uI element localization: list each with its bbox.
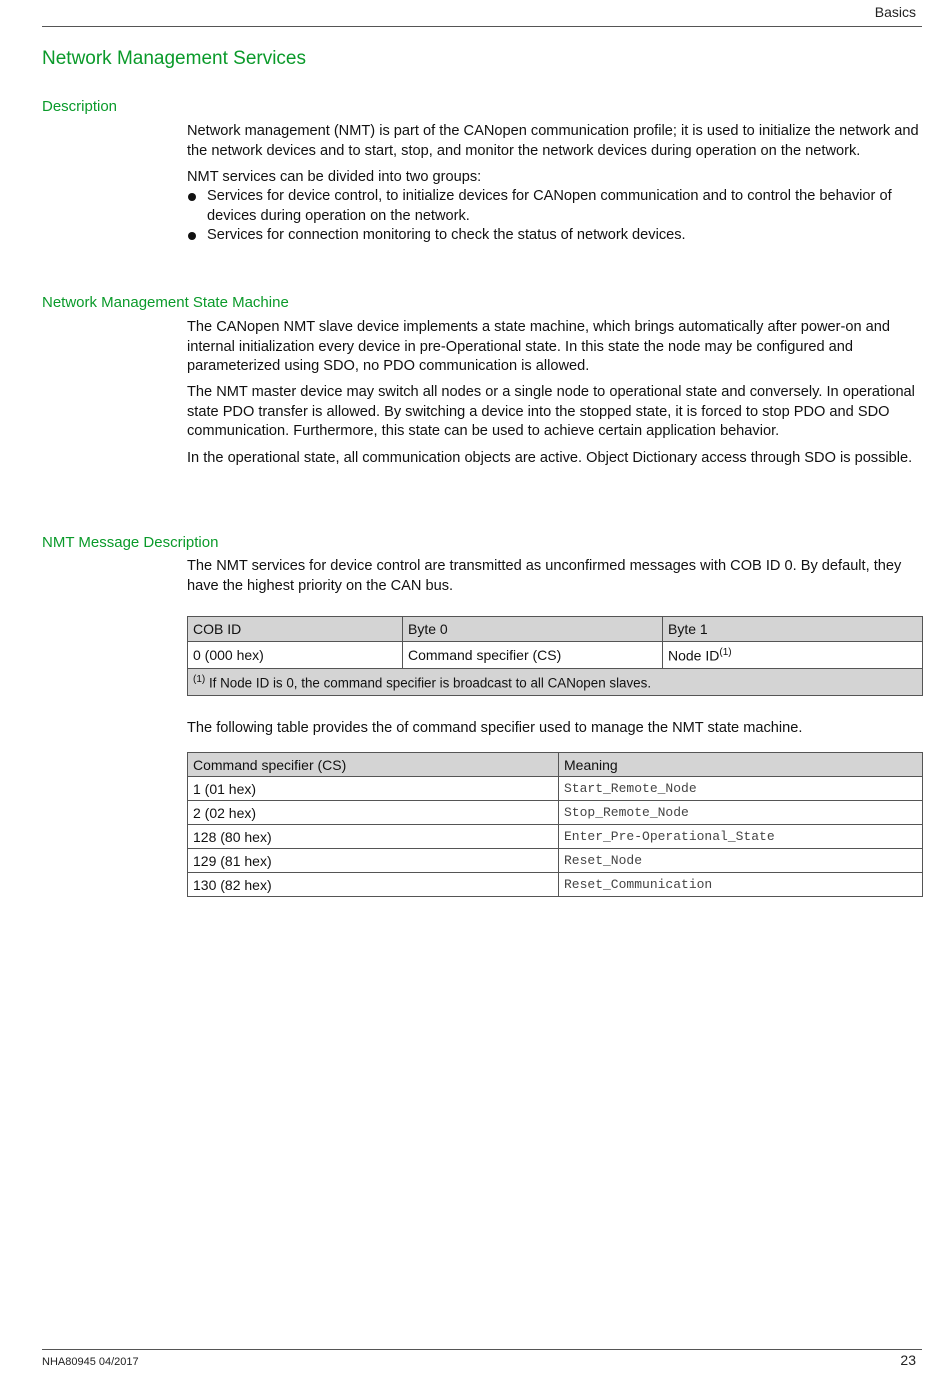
table-header-row bbox=[188, 753, 923, 777]
state-machine-paragraph-3: In the operational state, all communication objects are active. Object Dictionary access through SDO is possible. bbox=[187, 449, 913, 466]
nmt-message-table-intro bbox=[187, 719, 923, 745]
footnote-text: If Node ID is 0, the command specifier is broadcast to all CANopen slaves. bbox=[205, 675, 652, 691]
heading-nmt-message: NMT Message Description bbox=[42, 534, 219, 551]
table-row bbox=[188, 801, 923, 825]
table-cell: 2 (02 hex) bbox=[188, 801, 559, 825]
state-machine-paragraph-2: The NMT master device may switch all nodes or a single node to operational state and conversely. In operational state PDO transfer is allowed. By switching a device into the stopped state, it is forced to stop PDO and SDO communication. Furthermore, this state can be used to achieve certain application behavior. bbox=[187, 384, 915, 440]
table-header-cell: Byte 0 bbox=[403, 617, 663, 642]
description-body bbox=[187, 122, 923, 246]
node-id-text: Node ID bbox=[668, 647, 720, 664]
page-title: Network Management Services bbox=[42, 48, 306, 69]
table-cell bbox=[663, 642, 923, 669]
footer-divider bbox=[42, 1349, 922, 1350]
table-header-cell: Meaning bbox=[559, 753, 923, 777]
table-cell: Command specifier (CS) bbox=[403, 642, 663, 669]
command-specifier-table bbox=[187, 752, 923, 897]
cob-id-table bbox=[187, 616, 923, 696]
header-section-label: Basics bbox=[874, 4, 916, 20]
page-number: 23 bbox=[900, 1352, 916, 1368]
footnote-marker: (1) bbox=[193, 673, 206, 685]
heading-description: Description bbox=[42, 98, 118, 115]
bullet-text: Services for connection monitoring to check the status of network devices. bbox=[207, 227, 686, 244]
state-machine-paragraph-1: The CANopen NMT slave device implements a state machine, which brings automatically after power-on and internal initialization every device in pre-Operational state. In this state the node may be configured and parameterized using SDO, no PDO communication is allowed. bbox=[187, 319, 890, 375]
table-cell: 128 (80 hex) bbox=[188, 825, 559, 849]
footer-document-id: NHA80945 04/2017 bbox=[42, 1356, 139, 1368]
table-cell: 1 (01 hex) bbox=[188, 777, 559, 801]
header-divider bbox=[42, 26, 922, 27]
table-row bbox=[188, 642, 923, 669]
table-cell: 129 (81 hex) bbox=[188, 849, 559, 873]
table-row bbox=[188, 777, 923, 801]
nmt-message-paragraph-2: The following table provides the of command specifier used to manage the NMT state machine. bbox=[187, 720, 803, 736]
state-machine-body bbox=[187, 318, 923, 475]
table-cell: Reset_Node bbox=[559, 849, 923, 873]
table-cell: 0 (000 hex) bbox=[188, 642, 403, 669]
table-cell: Reset_Communication bbox=[559, 873, 923, 897]
description-paragraph-2: NMT services can be divided into two groups: bbox=[187, 168, 482, 185]
table-header-cell: COB ID bbox=[188, 617, 403, 642]
table-header-row bbox=[188, 617, 923, 642]
table-row bbox=[188, 849, 923, 873]
table-row bbox=[188, 873, 923, 897]
table-footnote bbox=[188, 669, 923, 696]
bullet-icon bbox=[188, 193, 196, 201]
description-paragraph-1: Network management (NMT) is part of the CANopen communication profile; it is used to initialize the network and the network devices and to start, stop, and monitor the network devices during operation on the network. bbox=[187, 123, 919, 159]
table-cell: Stop_Remote_Node bbox=[559, 801, 923, 825]
nmt-message-intro bbox=[187, 557, 923, 603]
table-cell: 130 (82 hex) bbox=[188, 873, 559, 897]
table-header-cell: Command specifier (CS) bbox=[188, 753, 559, 777]
nmt-message-paragraph-1: The NMT services for device control are transmitted as unconfirmed messages with COB ID 0. By default, they have the highest priority on the CAN bus. bbox=[187, 558, 902, 594]
bullet-text: Services for device control, to initialize devices for CANopen communication and to control the behavior of devices during operation on the network. bbox=[207, 188, 892, 224]
table-row bbox=[188, 825, 923, 849]
table-cell: Enter_Pre-Operational_State bbox=[559, 825, 923, 849]
list-item bbox=[187, 226, 923, 246]
list-item bbox=[187, 187, 923, 226]
table-note-row bbox=[188, 669, 923, 696]
bullet-icon bbox=[188, 232, 196, 240]
table-header-cell: Byte 1 bbox=[663, 617, 923, 642]
heading-state-machine: Network Management State Machine bbox=[42, 294, 289, 311]
table-cell: Start_Remote_Node bbox=[559, 777, 923, 801]
footnote-marker: (1) bbox=[719, 646, 732, 658]
